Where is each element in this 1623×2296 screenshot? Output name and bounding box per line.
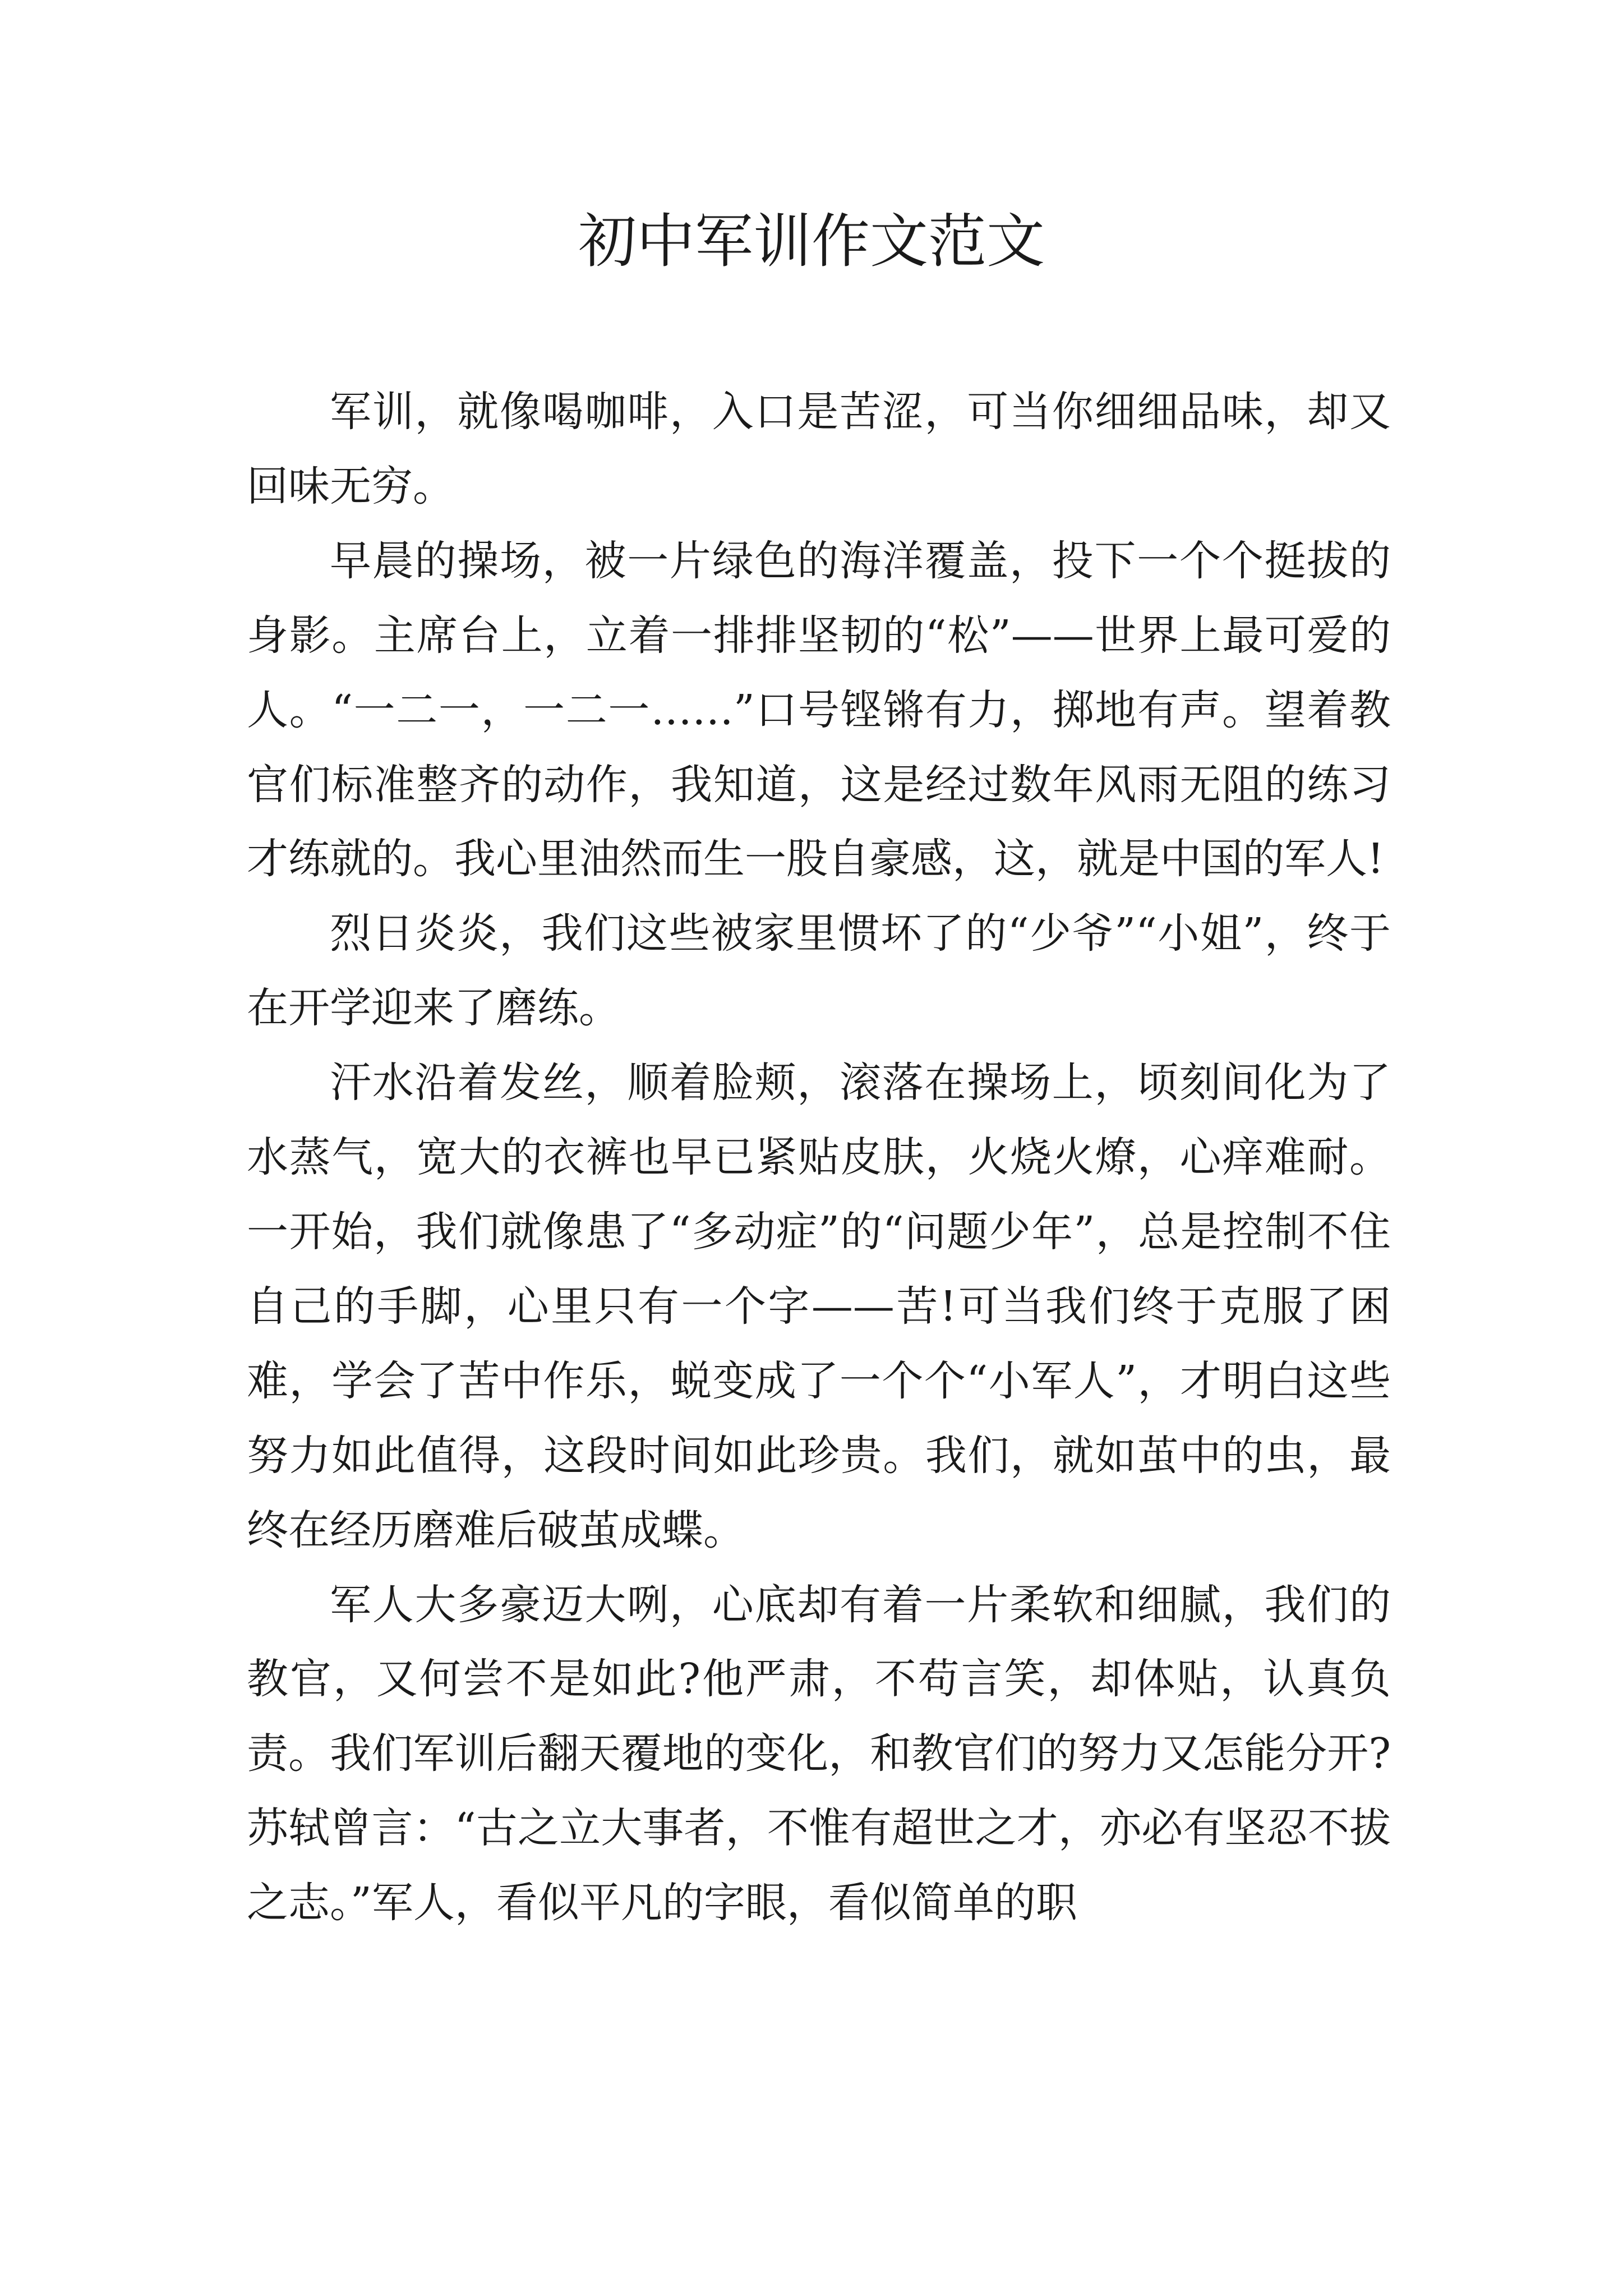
paragraph-2: 早晨的操场，被一片绿色的海洋覆盖，投下一个个挺拔的身影。主席台上，立着一排排坚韧的“松”——世界上最可爱的人。“一二一，一二一……”口号铿锵有力，掷地有声。望着教官们标准整齐的动作，我知道，这是经过数年风雨无阻的练习才练就的。我心里油然而生一股自豪感，这，就是中国的军人! [247,536,1391,884]
document-body [247,375,1391,1940]
paragraph-4: 汗水沿着发丝，顺着脸颊，滚落在操场上，顷刻间化为了水蒸气，宽大的衣裤也早已紧贴皮肤，火烧火燎，心痒难耐。一开始，我们就像患了“多动症”的“问题少年”，总是控制不住自己的手脚，心里只有一个字——苦!可当我们终于克服了困难，学会了苦中作乐，蜕变成了一个个“小军人”，才明白这些努力如此值得，这段时间如此珍贵。我们，就如茧中的虫，最终在经历磨难后破茧成蝶。 [247,1059,1391,1554]
paragraph-5: 军人大多豪迈大咧，心底却有着一片柔软和细腻，我们的教官，又何尝不是如此?他严肃，不苟言笑，却体贴，认真负责。我们军训后翻天覆地的变化，和教官们的努力又怎能分开?苏轼曾言：“古之立大事者，不惟有超世之才，亦必有坚忍不拔之志。”军人，看似平凡的字眼，看似简单的职 [247,1580,1391,1927]
paragraph-1: 军训，就像喝咖啡，入口是苦涩，可当你细细品味，却又回味无穷。 [247,388,1391,510]
paragraph-3: 烈日炎炎，我们这些被家里惯坏了的“少爷”“小姐”，终于在开学迎来了磨练。 [247,909,1391,1033]
document-title: 初中军训作文范文 [578,207,1045,275]
